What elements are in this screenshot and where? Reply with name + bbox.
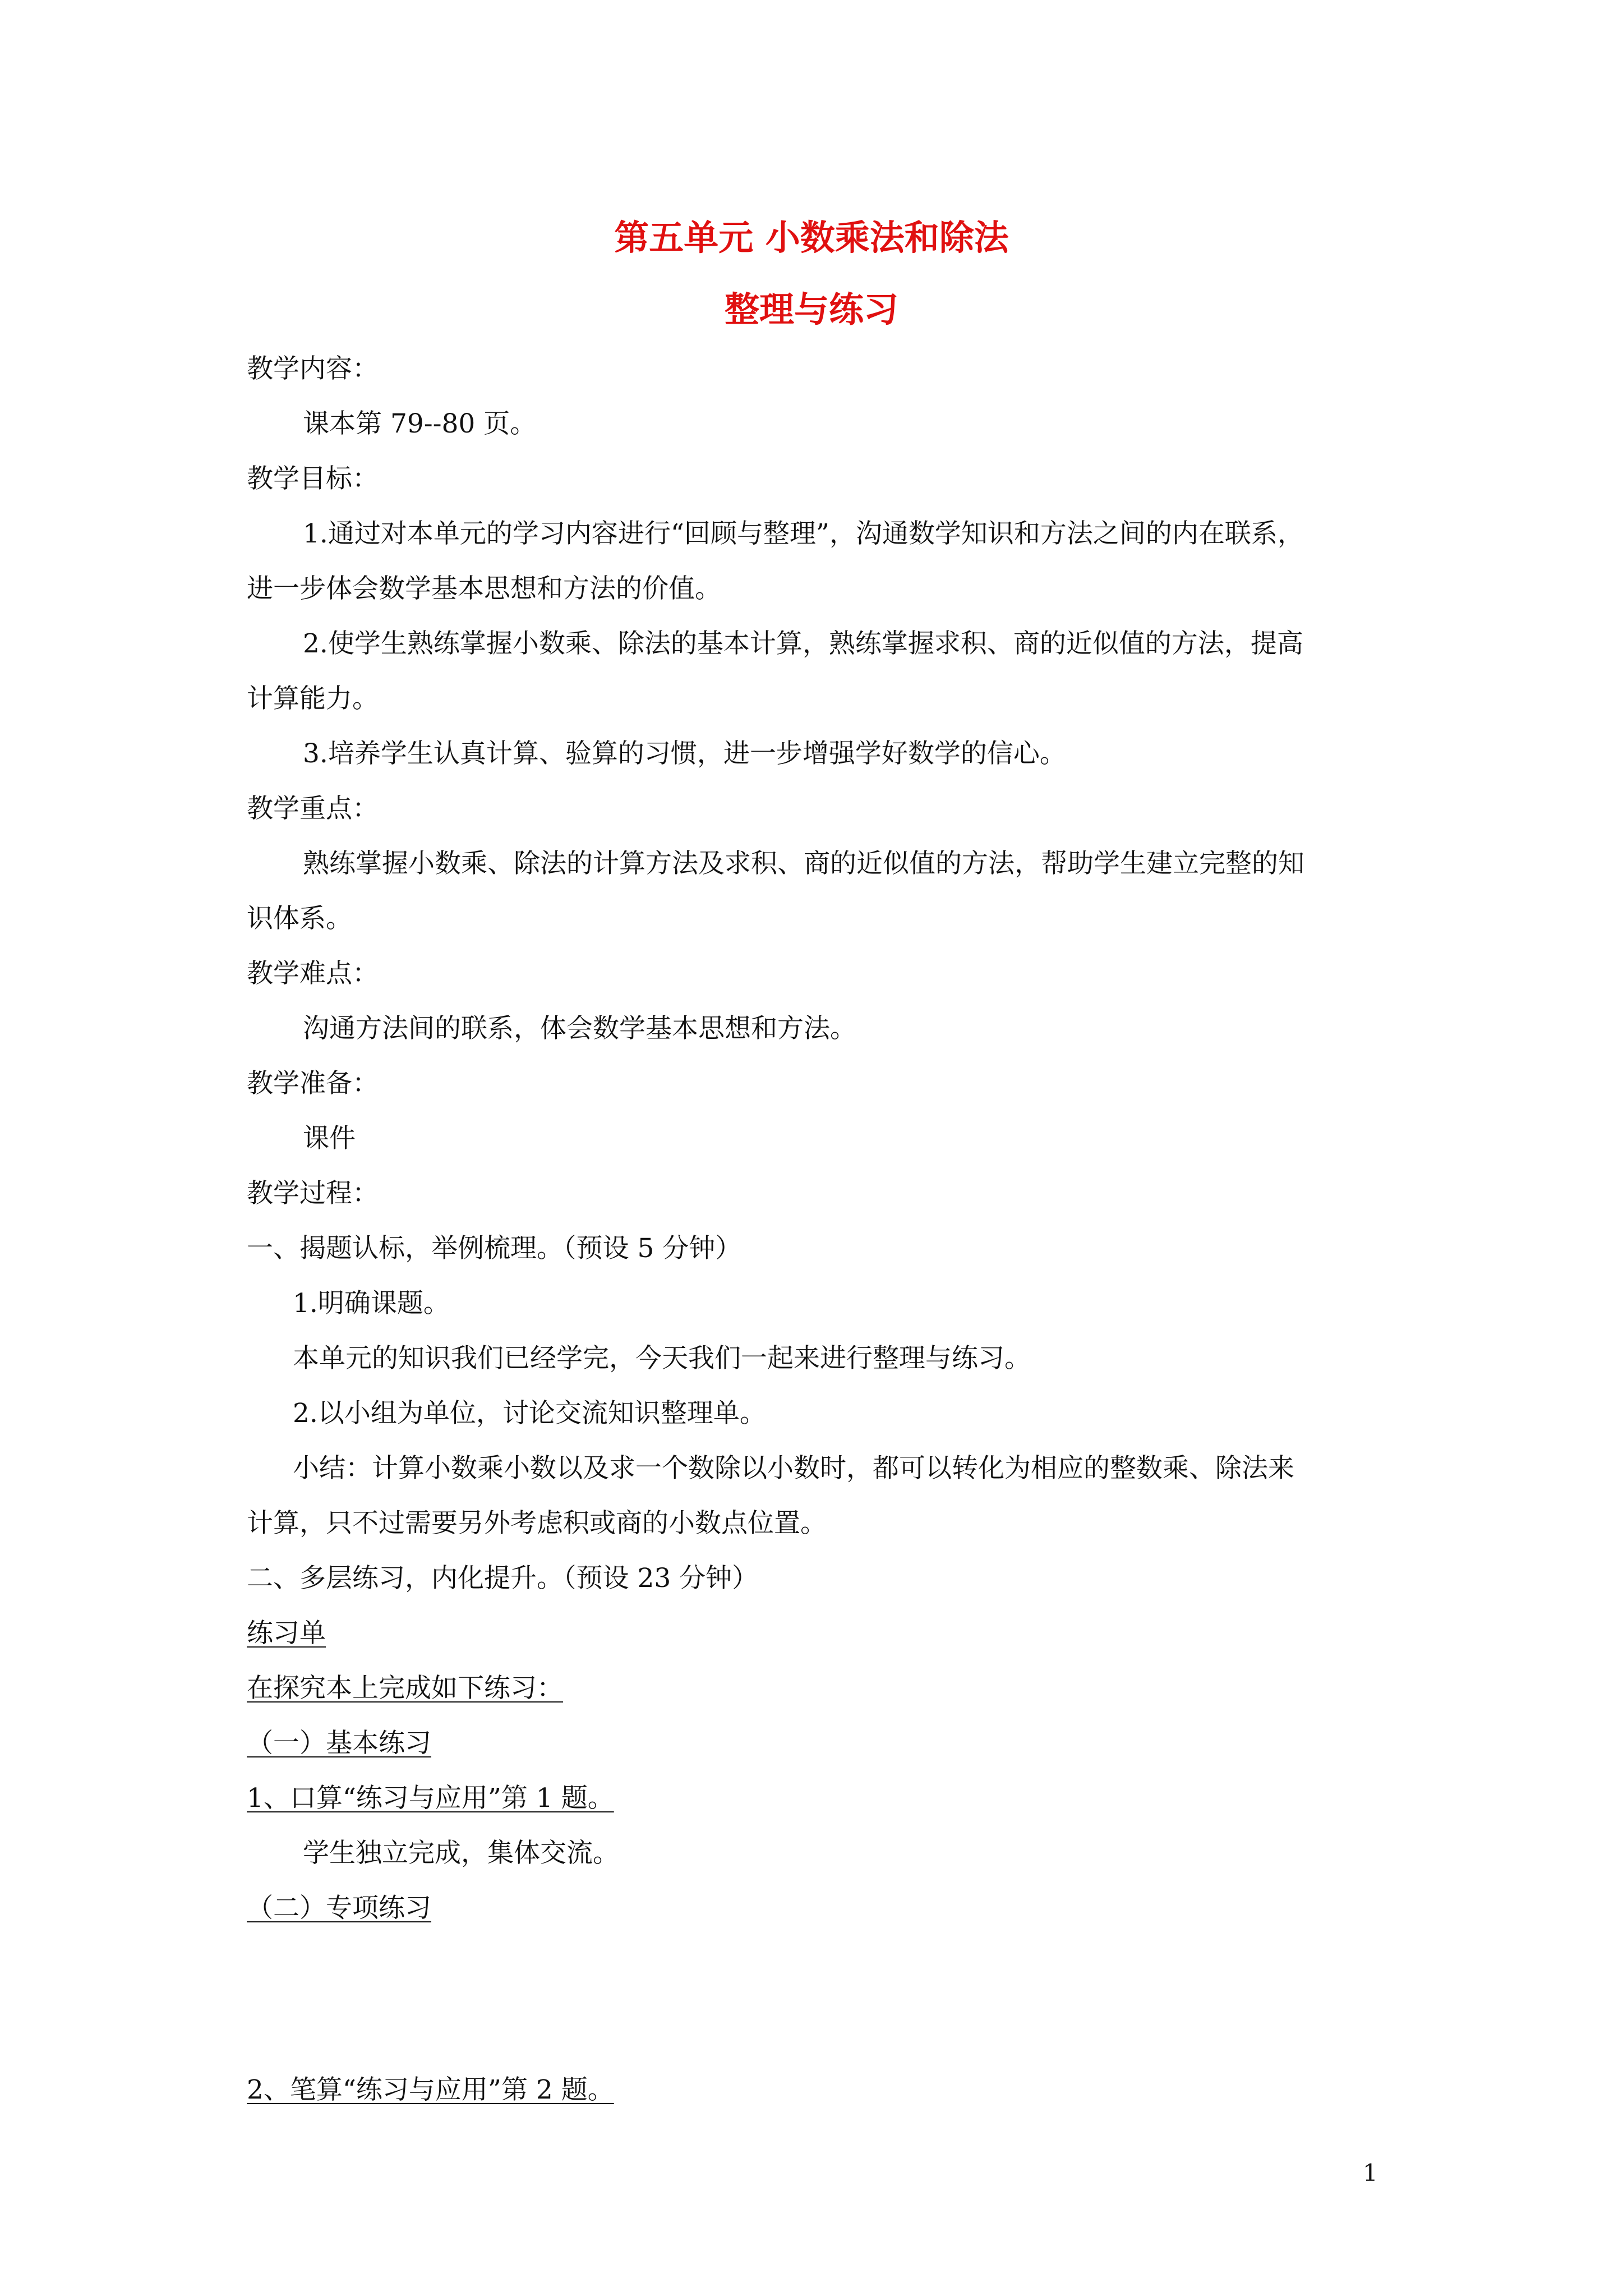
worksheet-heading: 练习单 (247, 1618, 326, 1649)
label-preparation: 教学准备： (247, 1068, 379, 1099)
document-subtitle: 整理与练习 (724, 289, 898, 330)
goal-2-line-1: 2.使学生熟练掌握小数乘、除法的基本计算，熟练掌握求积、商的近似值的方法，提高 (303, 628, 1303, 659)
difficulty-text: 沟通方法间的联系，体会数学基本思想和方法。 (303, 1013, 856, 1044)
exercise-2: 2、笔算“练习与应用”第 2 题。 (247, 2074, 614, 2105)
goal-1-line-1: 1.通过对本单元的学习内容进行“回顾与整理”，沟通数学知识和方法之间的内在联系， (303, 518, 1304, 549)
key-points-line-2: 识体系。 (247, 903, 352, 934)
step-1-heading: 一、揭题认标，举例梳理。（预设 5 分钟） (247, 1233, 742, 1264)
label-difficulty: 教学难点： (247, 958, 379, 989)
goal-1-line-2: 进一步体会数学基本思想和方法的价值。 (247, 573, 721, 604)
page-number: 1 (1363, 2159, 1378, 2187)
step-2-heading: 二、多层练习，内化提升。（预设 23 分钟） (247, 1563, 759, 1594)
special-practice-heading: （二）专项练习 (247, 1893, 431, 1924)
label-key-points: 教学重点： (247, 793, 379, 824)
step-1-1: 1.明确课题。 (293, 1288, 450, 1319)
basic-practice-heading: （一）基本练习 (247, 1728, 431, 1759)
content-text: 课本第 79--80 页。 (303, 408, 537, 439)
summary-line-2: 计算，只不过需要另外考虑积或商的小数点位置。 (247, 1508, 827, 1539)
worksheet-intro: 在探究本上完成如下练习： (247, 1673, 563, 1704)
label-content: 教学内容： (247, 353, 379, 384)
key-points-line-1: 熟练掌握小数乘、除法的计算方法及求积、商的近似值的方法，帮助学生建立完整的知 (303, 848, 1304, 879)
goal-3: 3.培养学生认真计算、验算的习惯，进一步增强学好数学的信心。 (303, 738, 1066, 769)
label-process: 教学过程： (247, 1178, 379, 1209)
summary-line-1: 小结：计算小数乘小数以及求一个数除以小数时，都可以转化为相应的整数乘、除法来 (293, 1453, 1294, 1484)
step-1-2: 2.以小组为单位，讨论交流知识整理单。 (293, 1398, 766, 1429)
exercise-1: 1、口算“练习与应用”第 1 题。 (247, 1783, 614, 1814)
exercise-1-text: 学生独立完成，集体交流。 (303, 1838, 619, 1869)
label-goals: 教学目标： (247, 463, 379, 494)
preparation-text: 课件 (303, 1123, 356, 1154)
step-1-1-text: 本单元的知识我们已经学完，今天我们一起来进行整理与练习。 (293, 1343, 1031, 1374)
document-title: 第五单元 小数乘法和除法 (614, 217, 1009, 258)
goal-2-line-2: 计算能力。 (247, 683, 379, 714)
